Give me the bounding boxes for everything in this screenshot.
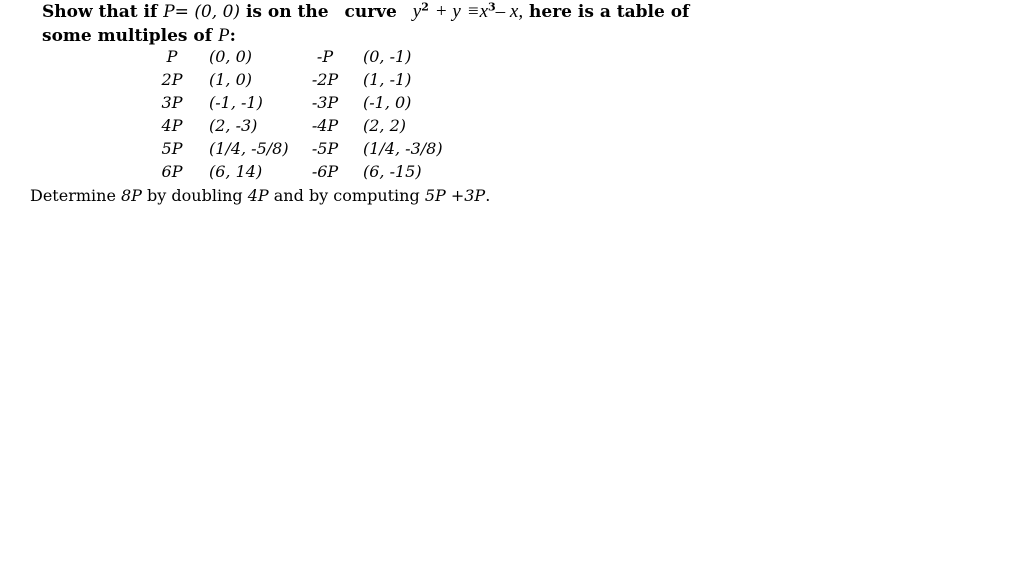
negative-value: (-1, 0)	[363, 93, 412, 112]
table-row	[0, 91, 600, 114]
determine-instruction	[30, 185, 490, 207]
determine-period: .	[485, 186, 491, 205]
problem-statement-line-1	[42, 0, 689, 24]
multiple-value: (1/4, -5/8)	[209, 139, 289, 158]
multiple-value: (-1, -1)	[209, 93, 263, 112]
table-row	[0, 137, 600, 160]
multiple-label: 6P	[161, 162, 183, 181]
negative-label: -3P	[311, 93, 339, 112]
table-row	[0, 114, 600, 137]
eq-equiv: ≡	[466, 1, 480, 22]
multiple-label: P	[166, 47, 178, 66]
curve-word: curve	[344, 2, 397, 22]
here-text: here is a table of	[529, 2, 690, 22]
multiple-value: (1, 0)	[209, 70, 253, 89]
negative-value: (2, 2)	[363, 116, 407, 135]
negative-value: (0, -1)	[363, 47, 412, 66]
eq-cube: 3	[488, 0, 496, 14]
multiple-value: (2, -3)	[209, 116, 258, 135]
point-definition: P= (0, 0)	[163, 2, 241, 22]
negative-value: (6, -15)	[363, 162, 422, 181]
is-on-text: is on	[245, 2, 292, 22]
determine-var-1: 8P	[121, 186, 142, 205]
multiple-value: (0, 0)	[209, 47, 253, 66]
eq-x: x	[479, 1, 488, 22]
eq-square: 2	[421, 0, 429, 14]
table-row	[0, 45, 600, 68]
negative-label: -6P	[311, 162, 339, 181]
curve-equation	[413, 2, 523, 22]
multiple-label: 4P	[161, 116, 183, 135]
the-text: the	[297, 2, 329, 22]
determine-text-1: Determine	[30, 186, 116, 205]
eq-minus-x: – x,	[495, 1, 524, 22]
multiple-value: (6, 14)	[209, 162, 263, 181]
table-row	[0, 160, 600, 183]
line2-text: some multiples of	[42, 26, 213, 46]
eq-y: y	[412, 1, 422, 22]
determine-var-3: 5P +3P	[424, 186, 486, 205]
show-that-text: Show that if	[42, 2, 158, 22]
multiple-label: 3P	[161, 93, 183, 112]
table-row	[0, 68, 600, 91]
negative-label: -5P	[311, 139, 339, 158]
determine-text-2: by doubling	[147, 186, 243, 205]
line2-colon: :	[229, 26, 236, 46]
multiple-label: 5P	[161, 139, 183, 158]
determine-var-2: 4P	[247, 186, 269, 205]
negative-value: (1, -1)	[363, 70, 412, 89]
multiples-table	[0, 45, 600, 183]
determine-text-3: and by computing	[273, 186, 420, 205]
eq-plus-y: + y	[434, 1, 461, 22]
multiple-label: 2P	[161, 70, 183, 89]
negative-label: -4P	[311, 116, 339, 135]
negative-value: (1/4, -3/8)	[363, 139, 443, 158]
negative-label: -2P	[311, 70, 339, 89]
negative-label: -P	[316, 47, 334, 66]
line2-var: P	[217, 25, 230, 46]
